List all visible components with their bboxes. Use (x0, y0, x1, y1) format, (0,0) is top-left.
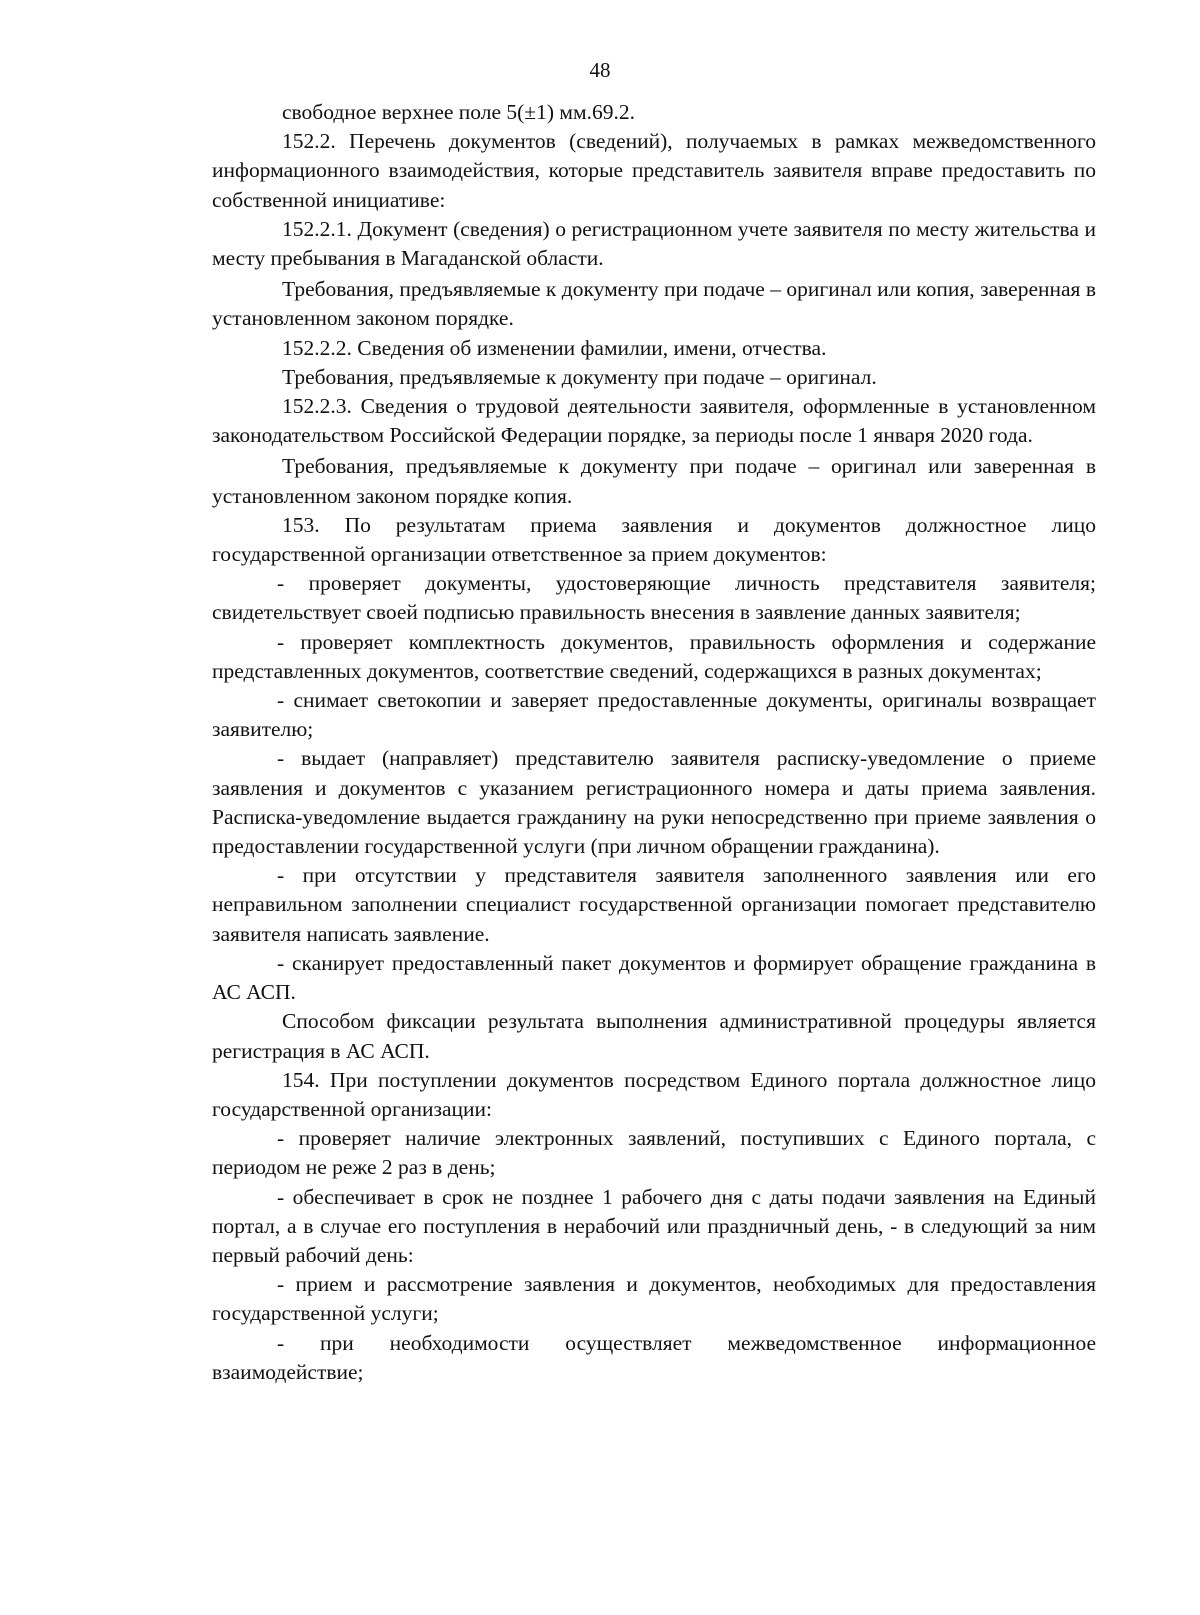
list-item-interagency: - при необходимости осуществляет межведомственное информационное взаимодействие; (212, 1330, 1096, 1384)
list-item-ensure-deadline: - обеспечивает в срок не позднее 1 рабочего дня с даты подачи заявления на Единый портал, а в случае его поступления в нерабочий или праздничный день, - в следующий за ним первый рабочий день: (212, 1184, 1096, 1267)
paragraph-153: 153. По результатам приема заявления и документов должностное лицо государственной организации ответственное за прием документов: (212, 512, 1096, 567)
paragraph-152-2-3: 152.2.3. Сведения о трудовой деятельности заявителя, оформленные в установленном законодательством Российской Федерации порядке, за периоды после 1 января 2020 года. (212, 394, 1096, 448)
list-item-check-completeness: - проверяет комплектность документов, правильность оформления и содержание представленных документов, соответствие сведений, содержащихся в разных документах; (212, 629, 1096, 683)
paragraph-152-2: 152.2. Перечень документов (сведений), получаемых в рамках межведомственного информационного взаимодействия, которые представитель заявителя вправе предоставить по собственной инициативе: (212, 129, 1096, 212)
paragraph-requirements-1: Требования, предъявляемые к документу при подаче – оригинал или копия, заверенная в установленном законом порядке. (212, 277, 1096, 331)
list-item-check-identity: - проверяет документы, удостоверяющие личность представителя заявителя; свидетельствует своей подписью правильность внесения в заявление данных заявителя; (212, 571, 1096, 625)
list-item-review: - прием и рассмотрение заявления и документов, необходимых для предоставления государственной услуги; (212, 1272, 1096, 1326)
paragraph-152-2-2: 152.2.2. Сведения об изменении фамилии, имени, отчества. (282, 335, 827, 360)
paragraph-152-2-1: 152.2.1. Документ (сведения) о регистрационном учете заявителя по месту жительства и месту пребывания в Магаданской области. (212, 216, 1096, 271)
list-item-copies: - снимает светокопии и заверяет предоставленные документы, оригиналы возвращает заявителю; (212, 688, 1096, 742)
paragraph-top-margin-note: свободное верхнее поле 5(±1) мм.69.2. (282, 100, 635, 124)
page-number: 48 (589, 58, 611, 82)
list-item-receipt: - выдает (направляет) представителю заявителя расписку-уведомление о приеме заявления и документов с указанием регистрационного номера и даты приема заявления. Расписка-уведомление выдается гражданину на руки непосредственно при приеме заявления о предоставлении государственной услуги (при личном обращении гражданина). (212, 746, 1096, 859)
paragraph-154: 154. При поступлении документов посредством Единого портала должностное лицо государственной организации: (212, 1067, 1096, 1121)
paragraph-fixation-method: Способом фиксации результата выполнения административной процедуры является регистрация в АС АСП. (212, 1009, 1096, 1063)
list-item-scan: - сканирует предоставленный пакет документов и формирует обращение гражданина в АС АСП. (212, 950, 1096, 1005)
document-body (212, 98, 1096, 1387)
list-item-check-electronic: - проверяет наличие электронных заявлений, поступивших с Единого портала, с периодом не реже 2 раз в день; (212, 1126, 1096, 1180)
paragraph-requirements-2: Требования, предъявляемые к документу при подаче – оригинал. (282, 364, 877, 389)
list-item-help-fill: - при отсутствии у представителя заявителя заполненного заявления или его неправильном заполнении специалист государственной организации помогает представителю заявителя написать заявление. (212, 863, 1096, 946)
paragraph-requirements-3: Требования, предъявляемые к документу при подаче – оригинал или заверенная в установленном законом порядке копия. (212, 454, 1096, 508)
